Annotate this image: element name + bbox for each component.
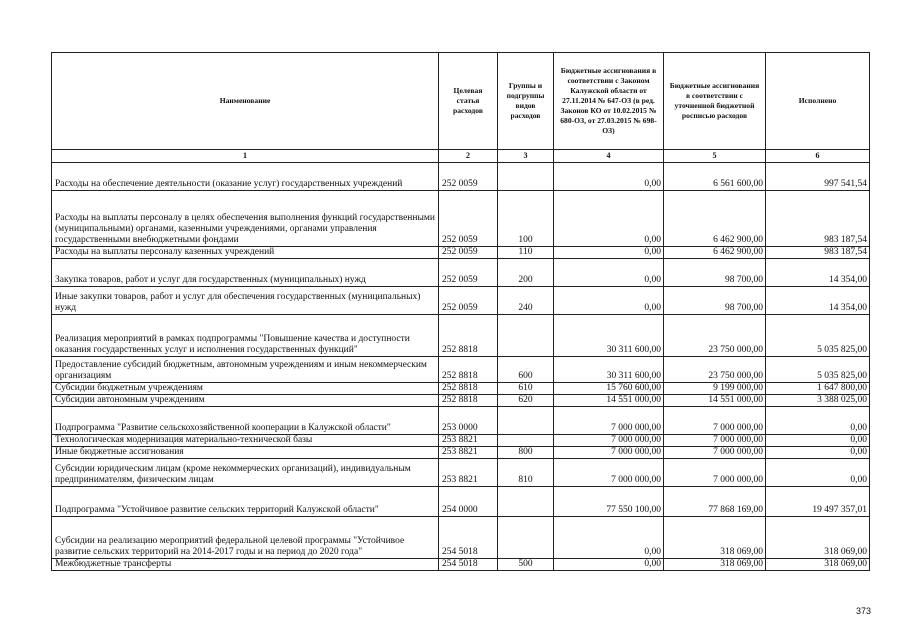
- row-law-amount: 30 311 600,00: [554, 315, 664, 357]
- row-law-amount: 7 000 000,00: [554, 447, 664, 459]
- col-number: 6: [766, 150, 870, 163]
- table-row: [52, 247, 870, 259]
- row-done-amount: 0,00: [766, 447, 870, 459]
- row-plan-amount: 9 199 000,00: [664, 383, 766, 395]
- row-code: 253 8821: [439, 447, 498, 459]
- row-code: 252 0059: [439, 259, 498, 287]
- row-group: [498, 163, 554, 191]
- budget-table: [51, 52, 870, 571]
- row-done-amount: 983 187,54: [766, 247, 870, 259]
- row-plan-amount: 7 000 000,00: [664, 435, 766, 447]
- row-law-amount: 7 000 000,00: [554, 459, 664, 487]
- row-plan-amount: 7 000 000,00: [664, 407, 766, 435]
- row-code: 254 5018: [439, 559, 498, 571]
- col-header-law: Бюджетные ассигнования в соответствии с Законом Калужской области от 27.11.2014 № 647-ОЗ (в ред. Законов КО от 10.02.2015 № 680-ОЗ, от 27.03.2015 № 698-ОЗ): [554, 53, 664, 150]
- row-name: Закупка товаров, работ и услуг для государственных (муниципальных) нужд: [52, 259, 439, 287]
- col-number: 1: [52, 150, 439, 163]
- row-code: 252 0059: [439, 287, 498, 315]
- row-name: Подпрограмма "Развитие сельскохозяйственной кооперации в Калужской области": [52, 407, 439, 435]
- row-law-amount: 0,00: [554, 191, 664, 247]
- column-number-row: [52, 150, 870, 163]
- col-header-plan: Бюджетные ассигнования в соответствии с уточненной бюджетной росписью расходов: [664, 53, 766, 150]
- row-law-amount: 7 000 000,00: [554, 435, 664, 447]
- row-group: 110: [498, 247, 554, 259]
- row-done-amount: 318 069,00: [766, 559, 870, 571]
- col-header-done: Исполнено: [766, 53, 870, 150]
- row-name: Межбюджетные трансферты: [52, 559, 439, 571]
- col-number: 4: [554, 150, 664, 163]
- col-header-group: Группы и подгруппы видов расходов: [498, 53, 554, 150]
- row-plan-amount: 318 069,00: [664, 517, 766, 559]
- row-law-amount: 0,00: [554, 287, 664, 315]
- row-done-amount: 3 388 025,00: [766, 395, 870, 407]
- table-row: [52, 357, 870, 383]
- row-group: 800: [498, 447, 554, 459]
- row-name: Расходы на выплаты персоналу в целях обеспечения выполнения функций государственными (муниципальными) органами, казенными учреждениями, органами управления государственными внебюджетными фондами: [52, 191, 439, 247]
- row-plan-amount: 14 551 000,00: [664, 395, 766, 407]
- row-group: [498, 315, 554, 357]
- row-name: Расходы на выплаты персоналу казенных учреждений: [52, 247, 439, 259]
- row-law-amount: 0,00: [554, 163, 664, 191]
- row-law-amount: 0,00: [554, 259, 664, 287]
- row-plan-amount: 98 700,00: [664, 287, 766, 315]
- row-code: 252 8818: [439, 395, 498, 407]
- row-done-amount: 0,00: [766, 407, 870, 435]
- row-law-amount: 7 000 000,00: [554, 407, 664, 435]
- row-code: 252 8818: [439, 357, 498, 383]
- table-row: [52, 191, 870, 247]
- row-plan-amount: 7 000 000,00: [664, 447, 766, 459]
- row-code: 253 8821: [439, 459, 498, 487]
- col-number: 2: [439, 150, 498, 163]
- row-name: Технологическая модернизация материально-технической базы: [52, 435, 439, 447]
- row-law-amount: 0,00: [554, 247, 664, 259]
- row-name: Субсидии автономным учреждениям: [52, 395, 439, 407]
- table-row: [52, 447, 870, 459]
- row-plan-amount: 98 700,00: [664, 259, 766, 287]
- row-done-amount: 19 497 357,01: [766, 487, 870, 517]
- row-name: Реализация мероприятий в рамках подпрограммы "Повышение качества и доступности оказания государственных услуг и исполнения государственных функций": [52, 315, 439, 357]
- table-row: [52, 487, 870, 517]
- row-done-amount: 14 354,00: [766, 259, 870, 287]
- row-code: 252 0059: [439, 163, 498, 191]
- row-name: Субсидии бюджетным учреждениям: [52, 383, 439, 395]
- row-group: 610: [498, 383, 554, 395]
- table-row: [52, 315, 870, 357]
- table-row: [52, 407, 870, 435]
- row-group: [498, 487, 554, 517]
- row-name: Субсидии на реализацию мероприятий федеральной целевой программы "Устойчивое развитие сельских территорий на 2014-2017 годы и на период до 2020 года": [52, 517, 439, 559]
- row-name: Субсидии юридическим лицам (кроме некоммерческих организаций), индивидуальным предпринимателям, физическим лицам: [52, 459, 439, 487]
- row-code: 252 8818: [439, 383, 498, 395]
- row-done-amount: 5 035 825,00: [766, 357, 870, 383]
- row-done-amount: 997 541,54: [766, 163, 870, 191]
- row-group: 620: [498, 395, 554, 407]
- row-group: [498, 517, 554, 559]
- row-done-amount: 983 187,54: [766, 191, 870, 247]
- row-law-amount: 0,00: [554, 517, 664, 559]
- row-code: 254 5018: [439, 517, 498, 559]
- budget-table-container: [51, 52, 869, 571]
- table-row: [52, 559, 870, 571]
- row-plan-amount: 6 462 900,00: [664, 247, 766, 259]
- col-number: 3: [498, 150, 554, 163]
- row-done-amount: 14 354,00: [766, 287, 870, 315]
- col-number: 5: [664, 150, 766, 163]
- row-group: 810: [498, 459, 554, 487]
- header-row: [52, 53, 870, 150]
- row-plan-amount: 23 750 000,00: [664, 357, 766, 383]
- row-code: 252 8818: [439, 315, 498, 357]
- row-plan-amount: 318 069,00: [664, 559, 766, 571]
- row-done-amount: 0,00: [766, 459, 870, 487]
- row-name: Подпрограмма "Устойчивое развитие сельских территорий Калужской области": [52, 487, 439, 517]
- table-row: [52, 435, 870, 447]
- row-plan-amount: 6 561 600,00: [664, 163, 766, 191]
- row-law-amount: 77 550 100,00: [554, 487, 664, 517]
- row-done-amount: 5 035 825,00: [766, 315, 870, 357]
- row-code: 253 0000: [439, 407, 498, 435]
- row-code: 252 0059: [439, 247, 498, 259]
- row-name: Иные закупки товаров, работ и услуг для обеспечения государственных (муниципальных) нужд: [52, 287, 439, 315]
- table-row: [52, 395, 870, 407]
- row-plan-amount: 23 750 000,00: [664, 315, 766, 357]
- page-number: 373: [855, 606, 871, 616]
- row-law-amount: 15 760 600,00: [554, 383, 664, 395]
- table-row: [52, 287, 870, 315]
- row-group: [498, 435, 554, 447]
- row-law-amount: 30 311 600,00: [554, 357, 664, 383]
- table-row: [52, 383, 870, 395]
- row-done-amount: 318 069,00: [766, 517, 870, 559]
- row-name: Иные бюджетные ассигнования: [52, 447, 439, 459]
- row-plan-amount: 6 462 900,00: [664, 191, 766, 247]
- row-done-amount: 0,00: [766, 435, 870, 447]
- table-row: [52, 259, 870, 287]
- row-plan-amount: 77 868 169,00: [664, 487, 766, 517]
- table-row: [52, 517, 870, 559]
- row-code: 254 0000: [439, 487, 498, 517]
- row-law-amount: 14 551 000,00: [554, 395, 664, 407]
- col-header-code: Целевая статья расходов: [439, 53, 498, 150]
- table-row: [52, 459, 870, 487]
- row-code: 253 8821: [439, 435, 498, 447]
- row-group: 600: [498, 357, 554, 383]
- table-row: [52, 163, 870, 191]
- row-code: 252 0059: [439, 191, 498, 247]
- row-name: Предоставление субсидий бюджетным, автономным учреждениям и иным некоммерческим организациям: [52, 357, 439, 383]
- row-group: [498, 407, 554, 435]
- row-group: 500: [498, 559, 554, 571]
- col-header-name: Наименование: [52, 53, 439, 150]
- row-group: 100: [498, 191, 554, 247]
- row-group: 200: [498, 259, 554, 287]
- row-name: Расходы на обеспечение деятельности (оказание услуг) государственных учреждений: [52, 163, 439, 191]
- row-law-amount: 0,00: [554, 559, 664, 571]
- row-plan-amount: 7 000 000,00: [664, 459, 766, 487]
- row-done-amount: 1 647 800,00: [766, 383, 870, 395]
- row-group: 240: [498, 287, 554, 315]
